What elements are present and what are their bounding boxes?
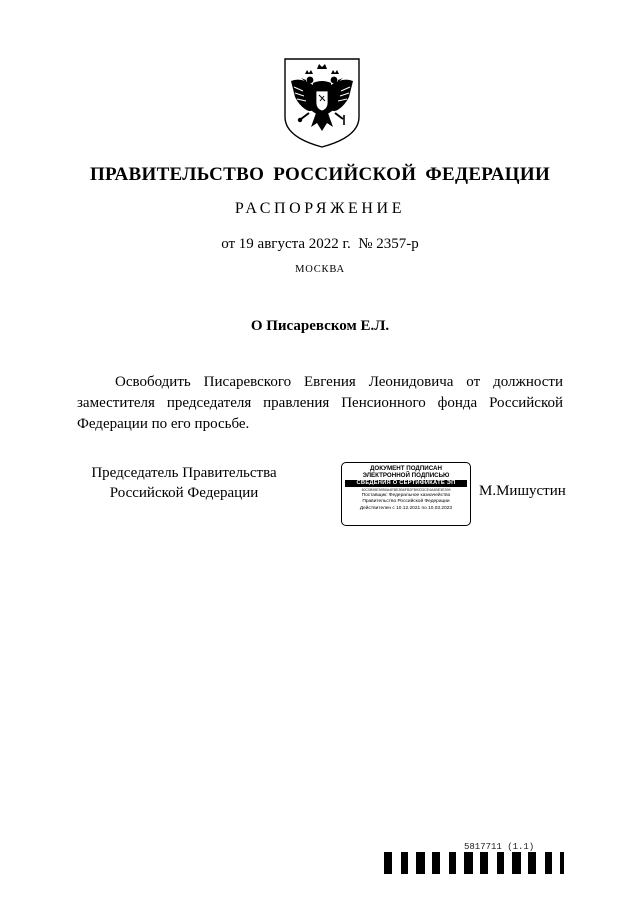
barcode-icon (380, 852, 564, 874)
stamp-line2: ЭЛЕКТРОННОЙ ПОДПИСЬЮ (362, 472, 450, 479)
document-city: МОСКВА (295, 264, 345, 275)
stamp-issuer-line1: Поставщик: Федеральное казначейство (361, 493, 451, 498)
government-title: ПРАВИТЕЛЬСТВО РОССИЙСКОЙ ФЕДЕРАЦИИ (89, 164, 551, 185)
signer-position (78, 463, 290, 503)
document-type: РАСПОРЯЖЕНИЕ (234, 200, 406, 217)
reference-code: 5817711 (1.1) (464, 842, 535, 852)
stamp-issuer-line2: Правительство Российской Федерации (362, 499, 450, 505)
signer-position-line2: Российской Федерации (109, 485, 259, 501)
signer-name: М.Мишустин (479, 483, 566, 499)
document-body: Освободить Писаревского Евгения Леонидовича от должности заместителя председателя правления Пенсионного фонда Российской Федерации по его просьбе. (77, 374, 563, 432)
stamp-line1: ДОКУМЕНТ ПОДПИСАН (370, 465, 442, 472)
stamp-serial: 40C0B95E5950A4EBE3B6FB2FB9333CE4A4BE3E399 (361, 488, 451, 492)
e-signature-stamp (341, 462, 471, 526)
state-emblem-icon (283, 57, 361, 149)
document-date-number: от 19 августа 2022 г. № 2357-р (221, 236, 419, 252)
signer-position-line1: Председатель Правительства (91, 465, 277, 481)
document-subject: О Писаревском Е.Л. (250, 318, 390, 334)
stamp-validity: Действителен с 10.12.2021 по 10.03.2023 (359, 505, 453, 511)
stamp-banner: СВЕДЕНИЯ О СЕРТИФИКАТЕ ЭП (345, 480, 467, 487)
